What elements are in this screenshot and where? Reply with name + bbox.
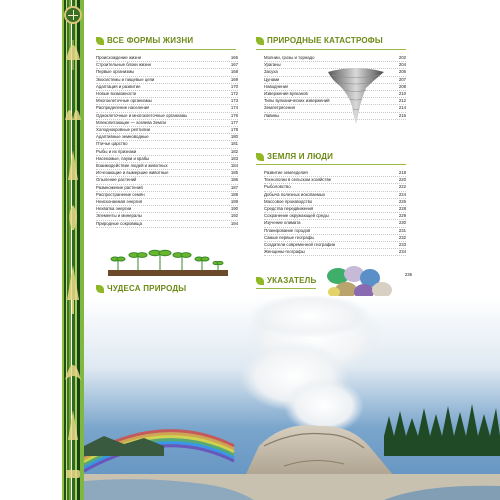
toc-row[interactable]	[96, 127, 238, 134]
toc-row[interactable]	[96, 156, 238, 163]
toc-entry-title: Элементы и минералы	[96, 213, 142, 219]
toc-entry-title: Развитие земледелия	[264, 170, 308, 175]
toc-entry-title: Добыча полезных ископаемых	[264, 191, 326, 197]
toc-entry-page: 216	[398, 112, 406, 118]
toc-entry-page: 173	[230, 98, 238, 104]
toc-entry-title: Планирование городов	[264, 227, 311, 233]
toc-entry-page: 232	[398, 234, 406, 240]
toc-entry-title: Адаптивные земноводные	[96, 134, 149, 140]
toc-entry-title: Исчезающие и вымершие животные	[96, 170, 169, 176]
toc-row[interactable]	[96, 170, 238, 177]
toc-entry-title: Неисконаемая энергия	[96, 199, 143, 205]
toc-entry-page: 220	[398, 177, 406, 183]
toc-entry-page: 231	[398, 227, 406, 233]
toc-entry-page: 194	[230, 220, 238, 226]
toc-row[interactable]	[96, 199, 238, 206]
toc-entry-title: Землетрясения	[264, 105, 295, 111]
toc-entry-page: 167	[230, 62, 238, 68]
heading-divider	[256, 49, 406, 50]
toc-entry-title: Изучение климата	[264, 220, 301, 226]
toc-entry-title: Первые организмы	[96, 69, 135, 75]
toc-entry-title: Птичье царство	[96, 141, 128, 147]
toc-entry-page: 178	[230, 127, 238, 133]
toc-entry-page: 188	[230, 191, 238, 197]
toc-row[interactable]	[96, 98, 238, 105]
toc-entry-page: 206	[398, 69, 406, 75]
toc-entry-title: Типы вулканических извержений	[264, 98, 330, 104]
toc-entry-title: Цунами	[264, 76, 280, 82]
toc-entry-page: 214	[398, 105, 406, 111]
toc-row[interactable]	[96, 185, 238, 192]
toc-row[interactable]	[96, 163, 238, 170]
toc-entry-page: 169	[230, 76, 238, 82]
toc-entry-page: 189	[230, 199, 238, 205]
toc-entry-page: 192	[230, 213, 238, 219]
section-heading-life: ВСЕ ФОРМЫ ЖИЗНИ	[96, 36, 193, 45]
toc-entry-page: 187	[230, 184, 238, 190]
toc-row[interactable]	[96, 113, 238, 120]
toc-entry-page: 204	[398, 62, 406, 68]
toc-row[interactable]	[96, 141, 238, 148]
toc-entry-page: 229	[398, 213, 406, 219]
toc-entry-title: Одноклеточные и многоклеточные организмы	[96, 112, 188, 118]
toc-row[interactable]	[96, 149, 238, 156]
toc-entry-title: Молнии, грозы и торнадо	[264, 55, 315, 60]
toc-entry-page: 177	[230, 119, 238, 125]
toc-entry-title: Холоднокровные рептилии	[96, 127, 151, 133]
toc-row[interactable]	[96, 213, 238, 220]
toc-entry-page: 208	[398, 83, 406, 89]
section-heading-earth: ЗЕМЛЯ И ЛЮДИ	[256, 152, 333, 161]
toc-entry-title: Женщины-географы	[264, 249, 305, 255]
toc-row[interactable]	[264, 192, 406, 199]
toc-entry-page: 190	[230, 206, 238, 212]
toc-row[interactable]	[96, 192, 238, 199]
toc-entry-page: 224	[398, 191, 406, 197]
toc-entry-title: Опыление растений	[96, 177, 137, 183]
toc-entry-title: Сохранение окружающей среды	[264, 213, 329, 219]
toc-row[interactable]	[96, 221, 238, 228]
toc-entry-title: Размножение растений	[96, 184, 143, 190]
toc-row[interactable]	[264, 55, 406, 62]
toc-row[interactable]	[264, 249, 406, 256]
toc-entry-title: Наводнения	[264, 83, 289, 89]
compass-emblem-icon	[64, 6, 82, 24]
nature-silhouettes-icon	[62, 0, 84, 500]
toc-row[interactable]	[96, 177, 238, 184]
leaf-icon	[96, 285, 104, 293]
toc-entry-title: Рыбы и их признаки	[96, 148, 137, 154]
toc-entry-page: 172	[230, 91, 238, 97]
toc-entry-page: 233	[398, 242, 406, 248]
toc-entry-title: Новые возможности	[96, 91, 137, 97]
toc-entry-page: 185	[230, 170, 238, 176]
section-heading-index: УКАЗАТЕЛЬ	[256, 276, 316, 285]
heading-divider	[256, 164, 406, 165]
toc-entry-title: Экосистемы и пищевые цепи	[96, 76, 155, 82]
toc-entry-page: 186	[230, 177, 238, 183]
toc-row[interactable]	[264, 235, 406, 242]
toc-entry-title: Рыболовство	[264, 184, 291, 190]
toc-entry-page: 218	[398, 170, 406, 175]
geyser-photograph	[84, 296, 500, 500]
toc-entry-page: 234	[398, 249, 406, 255]
toc-entry-page: 212	[398, 98, 406, 104]
leaf-icon	[256, 153, 264, 161]
toc-entry-page: 176	[230, 112, 238, 118]
toc-entry-page: 168	[230, 69, 238, 75]
toc-list-earth	[264, 170, 406, 256]
toc-row[interactable]	[96, 206, 238, 213]
seedlings-icon	[108, 246, 228, 276]
toc-row[interactable]	[264, 177, 406, 184]
toc-entry-title: Массовое производство	[264, 198, 313, 204]
toc-row[interactable]	[96, 77, 238, 84]
toc-entry-title: Создатели современной географии	[264, 242, 336, 248]
toc-row[interactable]	[264, 199, 406, 206]
toc-row[interactable]	[264, 228, 406, 235]
toc-entry-title: Технологии в сельском хозяйстве	[264, 177, 332, 183]
leaf-icon	[96, 37, 104, 45]
toc-row[interactable]	[264, 220, 406, 227]
toc-entry-title: Адаптация и развитие	[96, 83, 141, 89]
toc-entry-title: Ураганы	[264, 62, 281, 68]
toc-row[interactable]	[264, 206, 406, 213]
leaf-icon	[256, 277, 264, 285]
toc-entry-title: Млекопитающие — хозяева Земли	[96, 119, 166, 125]
toc-row[interactable]	[96, 105, 238, 112]
toc-entry-page: 182	[230, 148, 238, 154]
toc-row[interactable]	[264, 170, 406, 177]
toc-row[interactable]	[96, 120, 238, 127]
index-page-number: 236	[404, 272, 412, 277]
toc-entry-title: Средства передвижения	[264, 206, 314, 212]
toc-entry-title: Строительные блоки жизни	[96, 62, 151, 68]
section-heading-wonders: ЧУДЕСА ПРИРОДЫ	[96, 284, 186, 293]
section-heading-disasters: ПРИРОДНЫЕ КАТАСТРОФЫ	[256, 36, 383, 45]
toc-row[interactable]	[96, 69, 238, 76]
toc-entry-title: Самые первые географы	[264, 234, 315, 240]
toc-entry-page: 226	[398, 198, 406, 204]
toc-entry-page: 228	[398, 206, 406, 212]
toc-entry-page: 170	[230, 83, 238, 89]
toc-entry-page: 202	[398, 55, 406, 60]
toc-entry-title: Происхождение жизни	[96, 55, 142, 60]
toc-entry-page: 184	[230, 163, 238, 169]
toc-entry-page: 180	[230, 134, 238, 140]
toc-entry-title: Многоклеточные организмы	[96, 98, 152, 104]
toc-row[interactable]	[96, 62, 238, 69]
toc-row[interactable]	[96, 84, 238, 91]
toc-entry-page: 230	[398, 220, 406, 226]
toc-entry-page: 210	[398, 91, 406, 97]
toc-entry-title: Природные сокровища	[96, 220, 142, 226]
heading-divider	[96, 49, 236, 50]
toc-entry-title: Взаимодействие людей и животных	[96, 163, 168, 169]
toc-entry-page: 181	[230, 141, 238, 147]
toc-entry-title: Насекомые, пауки и крабы	[96, 155, 150, 161]
toc-entry-title: Засуха	[264, 69, 278, 75]
heading-divider	[256, 288, 316, 289]
toc-entry-title: Извержения вулканов	[264, 91, 308, 97]
toc-entry-page: 207	[398, 76, 406, 82]
toc-entry-title: Нехватка энергии	[96, 206, 132, 212]
toc-entry-title: Распространение семян	[96, 191, 145, 197]
toc-row[interactable]	[96, 134, 238, 141]
toc-entry-title: Лавины	[264, 112, 280, 118]
toc-row[interactable]	[264, 242, 406, 249]
toc-entry-title: Распределение населения	[96, 105, 150, 111]
toc-entry-page: 174	[230, 105, 238, 111]
leaf-icon	[256, 37, 264, 45]
toc-row[interactable]	[264, 184, 406, 191]
toc-row[interactable]	[96, 91, 238, 98]
toc-entry-page: 166	[230, 55, 238, 60]
toc-list-life	[96, 55, 238, 228]
toc-row[interactable]	[264, 213, 406, 220]
toc-entry-page: 183	[230, 155, 238, 161]
toc-entry-page: 222	[398, 184, 406, 190]
toc-row[interactable]	[96, 55, 238, 62]
tornado-icon	[324, 66, 388, 126]
